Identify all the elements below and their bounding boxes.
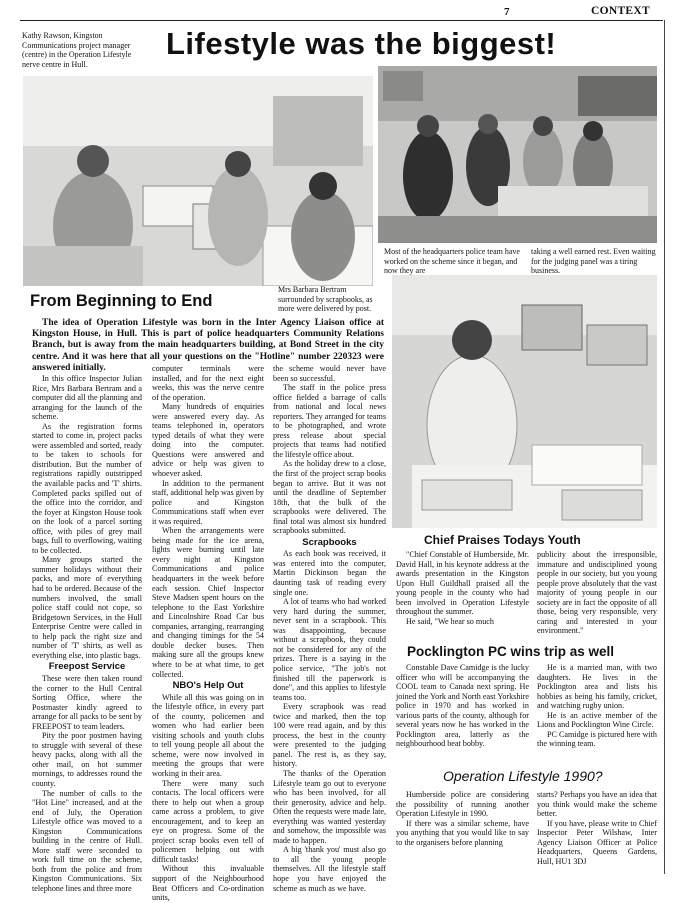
chief-praises-title: Chief Praises Todays Youth — [424, 533, 581, 547]
col1-paragraph: The number of calls to the "Hot Line" increased, and at the end of July, the Operation Lifestyle office was moved to a Kingston Communications building in the centre of Hull. More staff were seconded to work full time on the scheme, both from the police and from Kingston Communications. Six telephone lines and three more — [32, 788, 142, 893]
column-3 — [273, 364, 386, 893]
ol1990-paragraph: starts? Perhaps you have an idea that you think would make the scheme better. — [537, 790, 657, 819]
col1-paragraph: Pity the poor postmen having to struggle with several of these heavy packs, along with all the other mail, on hot summer mornings, to addresses round the county. — [32, 731, 142, 788]
col3-paragraph: Every scrapbook was read twice and marked, then the top 100 were read again, and by this process, the best in the county were presented to the judging panel. The rest is, as they say, history. — [273, 702, 386, 769]
team-photo — [378, 66, 657, 243]
section-title-beginning-to-end: From Beginning to End — [30, 292, 213, 310]
scrapbook-photo-caption: Mrs Barbara Bertram surrounded by scrapbooks, as more were delivered by post. — [278, 285, 373, 313]
subhead-freepost: Freepost Service — [48, 661, 126, 673]
chief-left-column — [396, 550, 529, 626]
col3-paragraph: The thanks of the Operation Lifestyle team go out to everyone who has been involved, for all their generosity, advice and help. Often the requests were made late, everything was wanted yesterday and somehow, the impossible was made to happen. — [273, 768, 386, 845]
col3-paragraph: A big 'thank you' must also go to all the young people themselves. All the lifestyle staff hope you have enjoyed the scheme as much as we have. — [273, 845, 386, 893]
pocklington-left-column — [396, 663, 529, 749]
pocklington-right-column — [537, 663, 657, 749]
ol1990-title: Operation Lifestyle 1990? — [443, 768, 603, 784]
top-caption: Kathy Rawson, Kingston Communications project manager (centre) in the Operation Lifestyle nerve centre in Hull. — [22, 31, 132, 69]
col2-paragraph: Many hundreds of enquiries were answered every day. As teams telephoned in, operators typed details of what they were doing into the computer. Questions were answered and advice or help was given to whoever asked. — [152, 402, 264, 479]
col3-paragraph: the scheme would never have been so successful. — [273, 364, 386, 383]
team-photo-caption-right: taking a well earned rest. Even waiting for the judging panel was a tiring business. — [531, 247, 656, 275]
col3-paragraph: As each book was received, it was entered into the computer, Martin Dickinson began the daunting task of reading every single one. — [273, 549, 386, 597]
subhead-nbo: NBO's Help Out — [172, 680, 244, 692]
pocklington-title: Pocklington PC wins trip as well — [407, 644, 615, 659]
column-1 — [32, 374, 142, 894]
col1-paragraph: In this office Inspector Julian Rice, Mrs Barbara Bertram and a computer did all the planning and arranging for the launch of the scheme. — [32, 374, 142, 422]
pocklington-paragraph: Constable Dave Camidge is the lucky officer who will be accompanying the COOL team to Canada next spring. He joined the York and North east Yorkshire police in 1970 and has worked in various parts of the county, although for several years now he has worked in the Pocklington area, latterly as the neighbourhood beat bobby. — [396, 663, 529, 749]
col2-paragraph: When the arrangements were being made for the ice arena, lights were burning until late every night at Kingston Communications and police headquarters in the week before each session. Chief Inspector Steve Madsen spent hours on the telephone to the East Yorkshire and Lincolnshire Road Car bus companies, arranging, rearranging and changing timings for the 54 double decker buses. Then making sure all the groups knew where to be at what time, to get collected. — [152, 526, 264, 679]
ol1990-paragraph: If you have, please write to Chief Inspector Peter Wilshaw, Inter Agency Liaison Officer at Police Headquarters, Queens Gardens, Hull, HU1 3DJ — [537, 818, 657, 866]
page-number: 7 — [504, 6, 510, 18]
intro-paragraph: The idea of Operation Lifestyle was born in the Inter Agency Liaison office at Kingston House, in Hull. This is part of police headquarters Community Relations Branch, but is away from the main headquarters building, at Bond Street in the city centre. And it was here that all your questions on the "Hotline" number 220323 were answered initially. — [32, 318, 384, 373]
column-2 — [152, 364, 264, 903]
col3-paragraph: As the holiday drew to a close, the first of the project scrap books began to arrive. But it was not until the deadline of September 18th, that the bulk of the scrapbooks were delivered. The final total was almost six hundred scrapbooks submitted. — [273, 459, 386, 536]
col2-paragraph: computer terminals were installed, and for the next eight weeks, this was the nerve centre of the operation. — [152, 364, 264, 402]
section-name: CONTEXT — [591, 5, 650, 17]
pocklington-paragraph: PC Camidge is pictured here with the winning team. — [537, 729, 657, 749]
col1-paragraph: Many groups started the summer holidays without their packs, and more of everything had to be ordered. Because of the numbers involved, the small police staff could not cope, so Bridgetown Services, in the Hull Enterprise Centre were called in to help pack the right size and number of 'T' shirts, as well as everything else, into plastic bags. — [32, 555, 142, 660]
ol1990-right-column — [537, 790, 657, 866]
ol1990-paragraph: Humberside police are considering the possibility of running another Operation Lifestyle in 1990. — [396, 790, 529, 819]
col2-paragraph: There were many such contacts. The local officers were there to help out when a group came across a problem, to give encouragement, and to keep an eye on progress. Some of the project scrap books even tell of policemen helping out with difficult tasks! — [152, 778, 264, 864]
team-photo-caption-left: Most of the headquarters police team have worked on the scheme since it began, and now they are — [384, 247, 520, 275]
headline: Lifestyle was the biggest! — [166, 26, 557, 61]
pocklington-paragraph: He is a married man, with two daughters. He lives in the Pocklington area and lists his hobbies as being his family, cricket, and watching rugby union. — [537, 663, 657, 711]
col2-paragraph: In addition to the permanent staff, additional help was given by police and Kingston Communications staff when ever it was required. — [152, 478, 264, 526]
col1-paragraph: These were then taken round the corner to the Hull Central Sorting Office, where the Postmaster kindly agreed to arrange for all packs to be sent by FREEPOST to team leaders. — [32, 673, 142, 731]
right-edge-rule — [664, 20, 665, 874]
chief-paragraph: He said, "We hear so much — [406, 616, 494, 626]
col2-paragraph: While all this was going on in the lifestyle office, in every part of the county, policemen and women who had earlier been visiting schools and youth clubs to tell young people all about the scheme, were now involved in meeting the groups that were working in their area. — [152, 692, 264, 778]
header-rule — [20, 20, 663, 21]
office-photo — [23, 76, 373, 286]
chief-paragraph: publicity about the irresponsible, immature and undisciplined young people in our society, but you young people prove absolutely that the vast majority of young people in our society are in fact the opposite of all those, being very responsible, very caring and interested in your environment." — [537, 550, 657, 636]
col1-paragraph: As the registration forms started to come in, project packs were assembled and sorted, ready to be taken to schools for distribution. But the number of registrations rapidly outstripped the available packs and 'T' shirts. Completed packs spilled out of the office into the corridor, and the foyer at Kingston House took on the look of a parcel sorting office, with piles of grey mail bags, full to overflowing, waiting to be collected. — [32, 421, 142, 555]
chief-right-column — [537, 550, 657, 636]
pocklington-paragraph: He is an active member of the Lions and Pocklington Wine Circle. — [537, 710, 657, 730]
col3-paragraph: A lot of teams who had worked very hard during the summer, never sent in a scrapbook. This was disappointing, because without a scrapbook, they could not be considered for any of the prizes. There is a saying in the police service, "The job's not finished till the paperwork is done", and this applies to lifestyle teams too. — [273, 597, 386, 702]
ol1990-paragraph: If there was a similar scheme, have you anything that you would like to say to the organisers before planning — [396, 818, 529, 847]
ol1990-left-column — [396, 790, 529, 847]
chief-paragraph: "Chief Constable of Humberside, Mr. David Hall, in his keynote address at the awards presentation in the Kingston Upon Hull Guildhall praised all the young people in the county who had been involved in Operation Lifestyle throughout the summer. — [396, 550, 529, 617]
subhead-scrapbooks: Scrapbooks — [302, 536, 357, 548]
col3-paragraph: The staff in the police press office fielded a barrage of calls from national and local news reporters. They arranged for teams to be photographed, and wrote press release about special projects that teams had notified the lifestyle office about. — [273, 383, 386, 459]
scrapbook-photo — [392, 275, 657, 528]
col2-paragraph: Without this invaluable support of the Neighbourhood Beat Officers and Co-ordination units, — [152, 864, 264, 903]
